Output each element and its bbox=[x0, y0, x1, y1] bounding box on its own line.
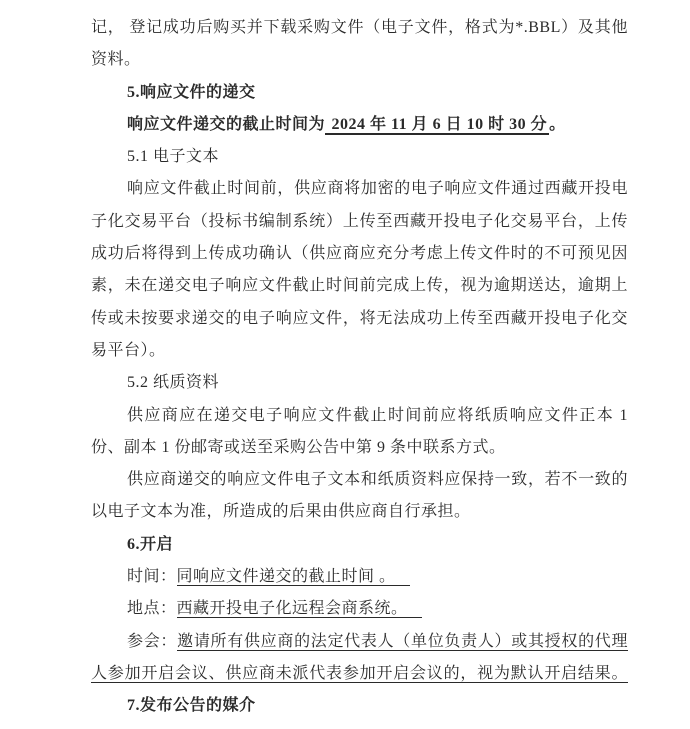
section-7-heading: 7.发布公告的媒介 bbox=[127, 697, 256, 715]
paragraph-line: 易平台）。 bbox=[91, 341, 166, 359]
section-5-1-heading: 5.1 电子文本 bbox=[127, 148, 220, 166]
deadline-underlined-value: 2024 年 11 月 6 日 10 时 30 分 bbox=[327, 115, 548, 133]
opening-location-line bbox=[91, 593, 628, 625]
deadline-period: 。 bbox=[549, 115, 566, 133]
paragraph-line: 传或未按要求递交的电子响应文件，将无法成功上传至西藏开投电子化交 bbox=[91, 309, 628, 327]
opening-location-value: 西藏开投电子化远程会商系统。 bbox=[177, 600, 422, 618]
section-6-heading: 6.开启 bbox=[127, 535, 174, 553]
paragraph-line: 以电子文本为准，所造成的后果由供应商自行承担。 bbox=[91, 503, 471, 521]
opening-location-label: 地点： bbox=[127, 600, 177, 618]
paragraph-line: 成功后将得到上传成功确认（供应商应充分考虑上传文件时的不可预见因 bbox=[91, 245, 628, 263]
paragraph-line: 子化交易平台（投标书编制系统）上传至西藏开投电子化交易平台，上传 bbox=[91, 212, 628, 230]
opening-attendance-line bbox=[91, 626, 628, 658]
section-5-heading: 5.响应文件的递交 bbox=[127, 83, 256, 101]
opening-attendance-label: 参会： bbox=[127, 632, 178, 650]
opening-attendance-value: 邀请所有供应商的法定代表人（单位负责人）或其授权的代理 bbox=[177, 632, 628, 650]
paragraph-line: 素，未在递交电子响应文件截止时间前完成上传，视为逾期送达，逾期上 bbox=[91, 277, 628, 295]
paragraph-continuation-line: 记， 登记成功后购买并下载采购文件（电子文件，格式为*.BBL）及其他 bbox=[91, 19, 628, 36]
paragraph-line: 资料。 bbox=[91, 51, 141, 69]
paragraph-line: 供应商应在递交电子响应文件截止时间前应将纸质响应文件正本 1 bbox=[127, 406, 628, 424]
deadline-prefix: 响应文件递交的截止时间为 bbox=[127, 115, 326, 133]
paragraph-line: 响应文件截止时间前，供应商将加密的电子响应文件通过西藏开投电 bbox=[127, 180, 628, 198]
opening-attendance-continuation-text: 人参加开启会议、供应商未派代表参加开启会议的，视为默认开启结果。 bbox=[91, 664, 628, 682]
paragraph-line: 供应商递交的响应文件电子文本和纸质资料应保持一致，若不一致的 bbox=[127, 471, 628, 489]
opening-time-line bbox=[91, 561, 628, 593]
opening-attendance-continuation-line bbox=[91, 658, 628, 690]
opening-time-label: 时间： bbox=[127, 568, 177, 586]
opening-time-value: 同响应文件递交的截止时间 。 bbox=[177, 568, 410, 586]
section-5-2-heading: 5.2 纸质资料 bbox=[127, 374, 220, 392]
paragraph-line: 份、副本 1 份邮寄或送至采购公告中第 9 条中联系方式。 bbox=[91, 438, 506, 456]
submission-deadline-line bbox=[91, 109, 628, 141]
